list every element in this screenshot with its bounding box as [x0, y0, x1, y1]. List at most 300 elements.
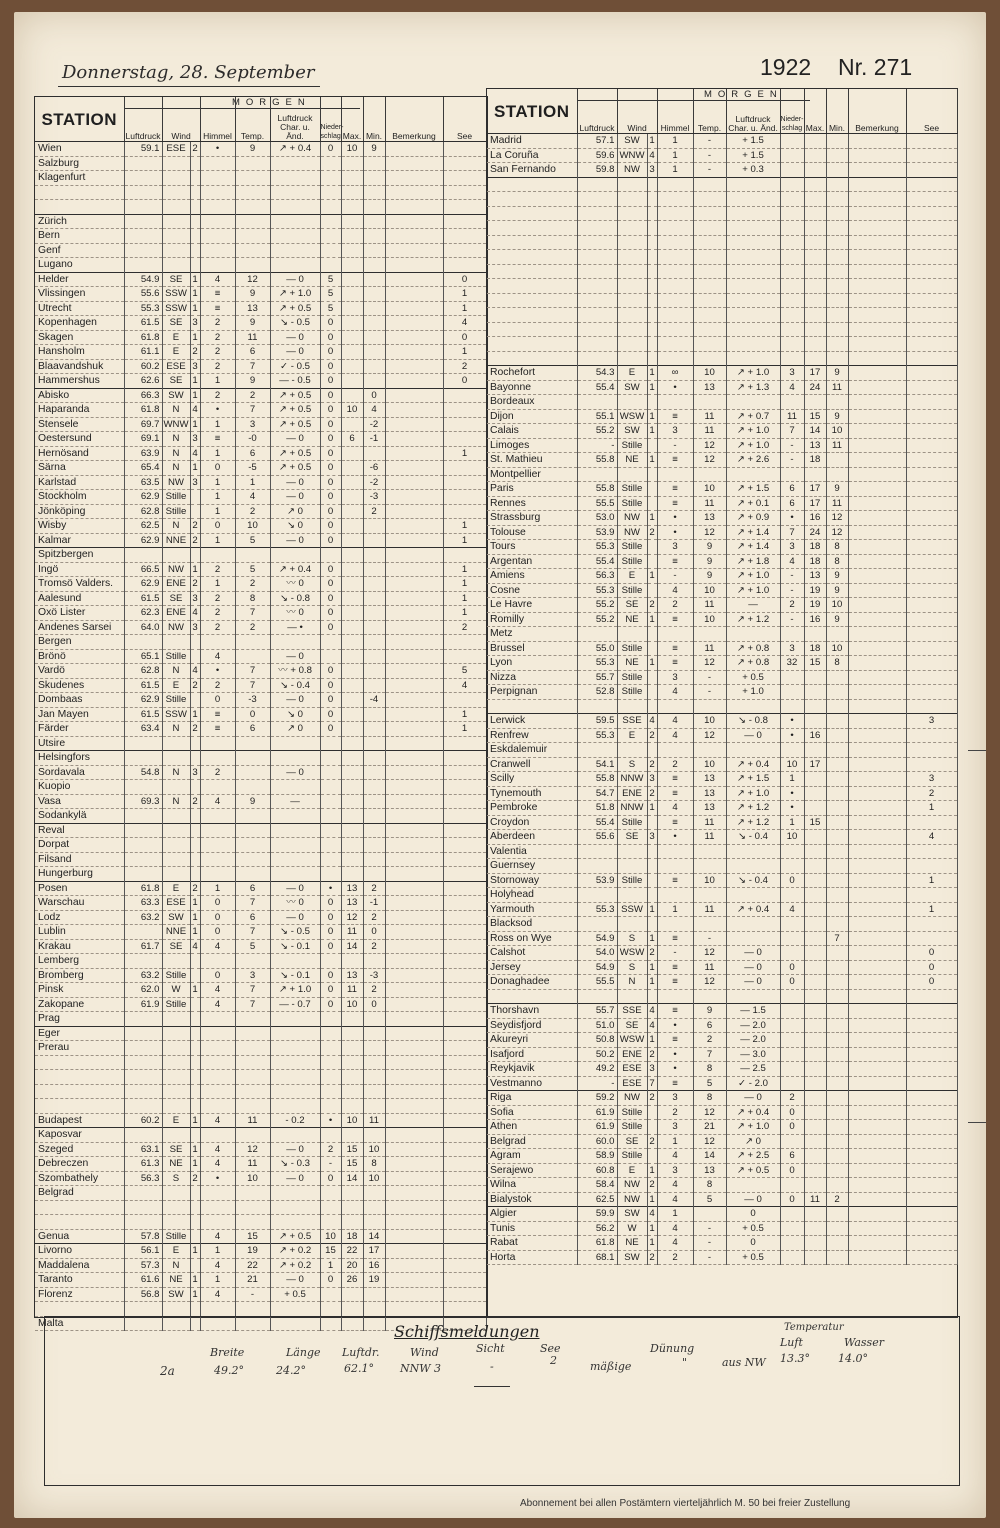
left-cell-luftdruck: 56.3	[124, 1171, 162, 1186]
left-cell-luftdruck-char: 〰 0	[270, 896, 320, 911]
right-cell-see	[906, 743, 957, 758]
right-cell-max	[804, 192, 826, 207]
left-cell-see	[443, 910, 486, 925]
right-station-row	[487, 206, 957, 221]
right-cell-wind-force: 1	[647, 1221, 657, 1236]
right-station-row	[487, 177, 957, 192]
right-cell-luftdruck: 55.3	[577, 656, 617, 671]
right-cell-max	[804, 714, 826, 729]
left-station-row	[35, 1113, 486, 1128]
right-cell-bemerkung	[848, 1120, 906, 1135]
right-cell-min	[826, 946, 848, 961]
left-station-row	[35, 171, 486, 186]
right-cell-see: 1	[906, 873, 957, 888]
left-cell-min: 2	[363, 504, 385, 519]
left-cell-luftdruck-char: ↗ + 0.2	[270, 1244, 320, 1259]
left-morgen-label: MORGEN	[232, 97, 311, 108]
left-cell-luftdruck-char: + 0.5	[270, 1287, 320, 1302]
left-col-temp: Temp.	[235, 97, 270, 142]
right-cell-bemerkung	[848, 395, 906, 410]
ship-id: 2a	[160, 1364, 175, 1378]
left-cell-luftdruck: 57.8	[124, 1229, 162, 1244]
left-cell-luftdruck-char: ↘ - 0.5	[270, 316, 320, 331]
right-cell-bemerkung	[848, 714, 906, 729]
right-cell-luftdruck-char	[726, 917, 780, 932]
right-station-row	[487, 279, 957, 294]
left-cell-max	[341, 780, 363, 795]
right-cell-station-name: Horta	[487, 1250, 577, 1265]
left-cell-wind-dir	[162, 635, 190, 650]
right-cell-max: 24	[804, 380, 826, 395]
left-cell-bemerkung	[385, 432, 443, 447]
left-cell-wind-force: 4	[190, 403, 200, 418]
right-cell-temp	[693, 264, 726, 279]
right-cell-temp: 12	[693, 525, 726, 540]
left-cell-luftdruck-char: ↗ + 0.5	[270, 446, 320, 461]
left-cell-temp: 7	[235, 606, 270, 621]
right-cell-wind-dir: SW	[617, 380, 647, 395]
right-cell-wind-dir	[617, 844, 647, 859]
left-cell-niederschlag	[320, 1287, 341, 1302]
right-cell-niederschlag: 4	[780, 902, 804, 917]
right-cell-luftdruck: 56.2	[577, 1221, 617, 1236]
left-cell-niederschlag: 0	[320, 591, 341, 606]
right-cell-himmel: 3	[657, 1163, 693, 1178]
right-cell-temp	[693, 395, 726, 410]
left-cell-luftdruck	[124, 823, 162, 838]
left-cell-luftdruck: 62.8	[124, 664, 162, 679]
left-cell-bemerkung	[385, 1171, 443, 1186]
right-cell-see	[906, 728, 957, 743]
right-cell-max	[804, 1178, 826, 1193]
left-cell-temp: 11	[235, 330, 270, 345]
right-cell-min	[826, 351, 848, 366]
left-cell-max: 13	[341, 896, 363, 911]
left-cell-wind-force: 1	[190, 1287, 200, 1302]
right-cell-himmel: ≡	[657, 815, 693, 830]
ship-laenge: 24.2°	[276, 1364, 306, 1377]
right-cell-luftdruck-char: ↗ + 1.4	[726, 540, 780, 555]
left-station-row	[35, 678, 486, 693]
right-cell-temp: -	[693, 1221, 726, 1236]
right-station-row	[487, 554, 957, 569]
left-cell-see	[443, 1258, 486, 1273]
right-cell-himmel: •	[657, 1018, 693, 1033]
right-cell-min	[826, 221, 848, 236]
right-cell-temp	[693, 844, 726, 859]
left-cell-max	[341, 606, 363, 621]
right-cell-luftdruck-char: — 1.5	[726, 1004, 780, 1019]
right-cell-see	[906, 627, 957, 642]
right-cell-himmel: ≡	[657, 931, 693, 946]
left-cell-temp: -	[235, 1287, 270, 1302]
right-cell-see	[906, 351, 957, 366]
left-cell-see	[443, 403, 486, 418]
left-cell-luftdruck: 62.5	[124, 519, 162, 534]
ship-luftdr: 62.1°	[344, 1362, 374, 1375]
right-cell-min: 9	[826, 482, 848, 497]
left-cell-see: 2	[443, 359, 486, 374]
right-cell-see	[906, 264, 957, 279]
left-cell-temp	[235, 823, 270, 838]
left-cell-wind-force: 2	[190, 794, 200, 809]
right-cell-wind-dir: SSE	[617, 1004, 647, 1019]
right-cell-wind-dir: Stille	[617, 583, 647, 598]
left-cell-min: -2	[363, 417, 385, 432]
right-cell-station-name: Reykjavik	[487, 1062, 577, 1077]
right-cell-see: 1	[906, 801, 957, 816]
left-cell-himmel	[200, 171, 235, 186]
left-cell-max	[341, 591, 363, 606]
left-cell-temp	[235, 1041, 270, 1056]
left-cell-station-name: Filsand	[35, 852, 124, 867]
right-cell-max	[804, 931, 826, 946]
left-cell-max	[341, 649, 363, 664]
left-cell-luftdruck-char: — 0	[270, 765, 320, 780]
left-cell-min	[363, 562, 385, 577]
right-cell-max	[804, 1076, 826, 1091]
left-cell-niederschlag	[320, 1070, 341, 1085]
right-cell-see	[906, 917, 957, 932]
right-cell-luftdruck-char	[726, 235, 780, 250]
left-cell-himmel	[200, 214, 235, 229]
left-station-row	[35, 765, 486, 780]
right-cell-max	[804, 859, 826, 874]
left-cell-wind-force: 1	[190, 461, 200, 476]
right-cell-luftdruck: 55.3	[577, 540, 617, 555]
left-cell-wind-force	[190, 200, 200, 215]
left-cell-station-name: Aalesund	[35, 591, 124, 606]
right-cell-station-name	[487, 192, 577, 207]
left-cell-max	[341, 185, 363, 200]
left-cell-bemerkung	[385, 1200, 443, 1215]
right-cell-himmel: 1	[657, 1207, 693, 1222]
right-cell-station-name	[487, 308, 577, 323]
left-cell-see	[443, 1273, 486, 1288]
left-cell-see	[443, 475, 486, 490]
left-cell-niederschlag: 0	[320, 374, 341, 389]
date-text: Donnerstag, 28. September	[62, 62, 315, 83]
left-cell-station-name: Utrecht	[35, 301, 124, 316]
left-cell-wind-force	[190, 997, 200, 1012]
right-col-max: Max.	[804, 89, 826, 134]
left-cell-luftdruck: 61.5	[124, 678, 162, 693]
right-cell-see	[906, 366, 957, 381]
left-cell-max	[341, 533, 363, 548]
left-station-row	[35, 185, 486, 200]
left-cell-min	[363, 258, 385, 273]
left-cell-station-name: Brönö	[35, 649, 124, 664]
right-cell-bemerkung	[848, 235, 906, 250]
right-cell-himmel: 1	[657, 902, 693, 917]
right-station-row	[487, 525, 957, 540]
right-cell-luftdruck-char: ↗ + 1.2	[726, 801, 780, 816]
left-station-row	[35, 751, 486, 766]
left-cell-wind-dir: N	[162, 446, 190, 461]
left-cell-wind-force: 1	[190, 1157, 200, 1172]
right-cell-temp: 2	[693, 1033, 726, 1048]
left-cell-wind-dir: SSW	[162, 707, 190, 722]
right-cell-wind-dir: NW	[617, 1192, 647, 1207]
left-cell-wind-force: 2	[190, 1171, 200, 1186]
left-cell-bemerkung	[385, 1229, 443, 1244]
right-cell-min	[826, 1105, 848, 1120]
left-cell-min: 0	[363, 388, 385, 403]
right-cell-min	[826, 192, 848, 207]
left-cell-luftdruck: 66.5	[124, 562, 162, 577]
right-cell-luftdruck-char: 0	[726, 1236, 780, 1251]
right-cell-himmel	[657, 888, 693, 903]
left-cell-min	[363, 185, 385, 200]
left-cell-temp: 3	[235, 968, 270, 983]
right-cell-himmel: 1	[657, 1134, 693, 1149]
right-cell-wind-force	[647, 699, 657, 714]
left-cell-wind-dir	[162, 954, 190, 969]
left-cell-see	[443, 258, 486, 273]
left-cell-himmel: 1	[200, 417, 235, 432]
left-cell-min: -3	[363, 968, 385, 983]
right-station-row	[487, 322, 957, 337]
right-cell-temp: 9	[693, 540, 726, 555]
left-cell-luftdruck: 61.5	[124, 316, 162, 331]
right-cell-see	[906, 1047, 957, 1062]
left-cell-max	[341, 171, 363, 186]
left-cell-bemerkung	[385, 417, 443, 432]
left-cell-himmel: 4	[200, 1287, 235, 1302]
right-cell-luftdruck: 62.5	[577, 1192, 617, 1207]
left-station-row	[35, 867, 486, 882]
left-cell-max	[341, 345, 363, 360]
right-cell-niederschlag	[780, 1076, 804, 1091]
right-station-row	[487, 902, 957, 917]
left-cell-max	[341, 664, 363, 679]
right-station-row	[487, 888, 957, 903]
right-cell-wind-dir	[617, 743, 647, 758]
left-cell-max: 11	[341, 925, 363, 940]
left-cell-wind-force: 3	[190, 765, 200, 780]
right-cell-bemerkung	[848, 612, 906, 627]
left-cell-station-name: Lemberg	[35, 954, 124, 969]
right-station-row	[487, 308, 957, 323]
left-cell-luftdruck	[124, 185, 162, 200]
right-cell-min	[826, 728, 848, 743]
right-cell-min: 9	[826, 409, 848, 424]
left-cell-station-name: Skagen	[35, 330, 124, 345]
right-cell-station-name: Yarmouth	[487, 902, 577, 917]
left-cell-min: 2	[363, 910, 385, 925]
right-cell-station-name: Madrid	[487, 134, 577, 149]
right-cell-min	[826, 250, 848, 265]
ship-see-text: mäßige	[590, 1360, 632, 1373]
right-cell-wind-dir	[617, 192, 647, 207]
left-station-row	[35, 722, 486, 737]
right-cell-luftdruck-char	[726, 337, 780, 352]
right-cell-niederschlag: 1	[780, 815, 804, 830]
right-cell-temp: 12	[693, 453, 726, 468]
right-cell-wind-dir: NE	[617, 1236, 647, 1251]
left-cell-luftdruck-char	[270, 635, 320, 650]
right-cell-wind-force: 4	[647, 1004, 657, 1019]
left-cell-wind-dir: Stille	[162, 968, 190, 983]
left-cell-station-name: Klagenfurt	[35, 171, 124, 186]
right-cell-min	[826, 308, 848, 323]
right-cell-luftdruck-char: ↗ + 1.0	[726, 1120, 780, 1135]
left-cell-temp: 2	[235, 388, 270, 403]
left-cell-see: 1	[443, 345, 486, 360]
right-cell-min: 2	[826, 1192, 848, 1207]
right-cell-niederschlag	[780, 1207, 804, 1222]
right-cell-see	[906, 1062, 957, 1077]
left-station-row	[35, 693, 486, 708]
left-cell-wind-force	[190, 1215, 200, 1230]
left-cell-luftdruck-char	[270, 823, 320, 838]
left-cell-max	[341, 707, 363, 722]
left-cell-luftdruck: 69.7	[124, 417, 162, 432]
right-cell-station-name	[487, 206, 577, 221]
left-cell-niederschlag: 5	[320, 272, 341, 287]
left-col-wind: Wind	[162, 97, 200, 142]
left-cell-luftdruck: 62.9	[124, 533, 162, 548]
left-station-row	[35, 258, 486, 273]
left-cell-luftdruck: 65.1	[124, 649, 162, 664]
right-cell-min	[826, 743, 848, 758]
right-station-row	[487, 801, 957, 816]
right-cell-niederschlag	[780, 1178, 804, 1193]
right-cell-wind-force	[647, 859, 657, 874]
right-cell-wind-dir	[617, 351, 647, 366]
right-cell-temp	[693, 293, 726, 308]
left-cell-luftdruck: 62.9	[124, 693, 162, 708]
right-cell-luftdruck-char	[726, 221, 780, 236]
left-cell-bemerkung	[385, 707, 443, 722]
right-cell-luftdruck: -	[577, 1076, 617, 1091]
left-cell-see: 4	[443, 678, 486, 693]
right-cell-luftdruck: 59.2	[577, 1091, 617, 1106]
right-cell-bemerkung	[848, 554, 906, 569]
right-cell-wind-dir: SW	[617, 1207, 647, 1222]
left-cell-niederschlag: 0	[320, 577, 341, 592]
right-cell-luftdruck-char: — 0	[726, 946, 780, 961]
right-cell-see	[906, 293, 957, 308]
left-cell-see	[443, 1012, 486, 1027]
left-col-bemerkung: Bemerkung	[385, 97, 443, 142]
left-cell-luftdruck: 63.3	[124, 896, 162, 911]
left-cell-see	[443, 1084, 486, 1099]
right-cell-temp: 12	[693, 728, 726, 743]
left-cell-luftdruck-char: ✓ - 0.5	[270, 359, 320, 374]
left-cell-wind-force: 1	[190, 983, 200, 998]
left-station-row	[35, 1041, 486, 1056]
right-cell-wind-dir: Stille	[617, 873, 647, 888]
left-cell-himmel	[200, 736, 235, 751]
left-cell-wind-force	[190, 1128, 200, 1143]
right-cell-bemerkung	[848, 873, 906, 888]
right-cell-niederschlag: 0	[780, 1120, 804, 1135]
left-cell-luftdruck-char: — 0	[270, 1171, 320, 1186]
left-cell-see	[443, 214, 486, 229]
header-number: Nr. 271	[838, 54, 913, 80]
left-cell-bemerkung	[385, 823, 443, 838]
right-cell-bemerkung	[848, 1004, 906, 1019]
right-cell-wind-force: 1	[647, 902, 657, 917]
right-station-row	[487, 569, 957, 584]
left-cell-luftdruck-char	[270, 1302, 320, 1317]
right-cell-himmel: 2	[657, 757, 693, 772]
left-cell-himmel: •	[200, 1171, 235, 1186]
left-cell-max	[341, 1012, 363, 1027]
right-cell-see	[906, 1207, 957, 1222]
right-cell-luftdruck: 60.8	[577, 1163, 617, 1178]
right-cell-see: 3	[906, 714, 957, 729]
right-cell-station-name: Akureyri	[487, 1033, 577, 1048]
right-cell-luftdruck: 59.6	[577, 148, 617, 163]
right-cell-wind-force: 1	[647, 931, 657, 946]
left-cell-wind-dir	[162, 185, 190, 200]
right-cell-max	[804, 293, 826, 308]
left-cell-max	[341, 446, 363, 461]
left-cell-max: 6	[341, 432, 363, 447]
left-cell-max	[341, 243, 363, 258]
right-cell-see	[906, 583, 957, 598]
right-cell-luftdruck-char	[726, 322, 780, 337]
left-cell-niederschlag: 0	[320, 1273, 341, 1288]
left-cell-see: 1	[443, 446, 486, 461]
right-cell-luftdruck-char	[726, 888, 780, 903]
right-cell-min: 11	[826, 380, 848, 395]
left-cell-luftdruck: 62.3	[124, 606, 162, 621]
right-cell-min	[826, 1033, 848, 1048]
left-cell-bemerkung	[385, 635, 443, 650]
right-cell-see: 0	[906, 975, 957, 990]
right-cell-luftdruck: 55.7	[577, 670, 617, 685]
right-cell-see	[906, 1236, 957, 1251]
right-station-row	[487, 1033, 957, 1048]
left-cell-see	[443, 823, 486, 838]
left-cell-niederschlag: 0	[320, 997, 341, 1012]
right-cell-luftdruck: 55.6	[577, 830, 617, 845]
left-cell-niederschlag: 0	[320, 896, 341, 911]
left-cell-station-name: Bromberg	[35, 968, 124, 983]
right-station-row	[487, 163, 957, 178]
right-cell-station-name	[487, 293, 577, 308]
left-cell-luftdruck-char	[270, 751, 320, 766]
left-cell-wind-force: 3	[190, 620, 200, 635]
right-cell-temp: -	[693, 1236, 726, 1251]
left-cell-niederschlag: 10	[320, 1229, 341, 1244]
right-cell-luftdruck: 55.3	[577, 728, 617, 743]
left-cell-wind-force: 2	[190, 345, 200, 360]
left-cell-himmel: 2	[200, 678, 235, 693]
right-cell-himmel: 4	[657, 1149, 693, 1164]
left-cell-wind-force: 4	[190, 939, 200, 954]
right-cell-niederschlag	[780, 844, 804, 859]
right-cell-niederschlag	[780, 337, 804, 352]
right-cell-bemerkung	[848, 1207, 906, 1222]
right-cell-himmel: 4	[657, 1192, 693, 1207]
left-cell-himmel: 4	[200, 997, 235, 1012]
left-cell-bemerkung	[385, 1186, 443, 1201]
left-cell-himmel	[200, 780, 235, 795]
right-cell-bemerkung	[848, 844, 906, 859]
left-station-row	[35, 1287, 486, 1302]
right-cell-min	[826, 699, 848, 714]
left-cell-luftdruck: 60.2	[124, 1113, 162, 1128]
left-cell-niederschlag	[320, 171, 341, 186]
left-cell-luftdruck-char: — 0	[270, 272, 320, 287]
left-cell-luftdruck-char	[270, 736, 320, 751]
left-cell-himmel: 0	[200, 925, 235, 940]
right-cell-see	[906, 931, 957, 946]
